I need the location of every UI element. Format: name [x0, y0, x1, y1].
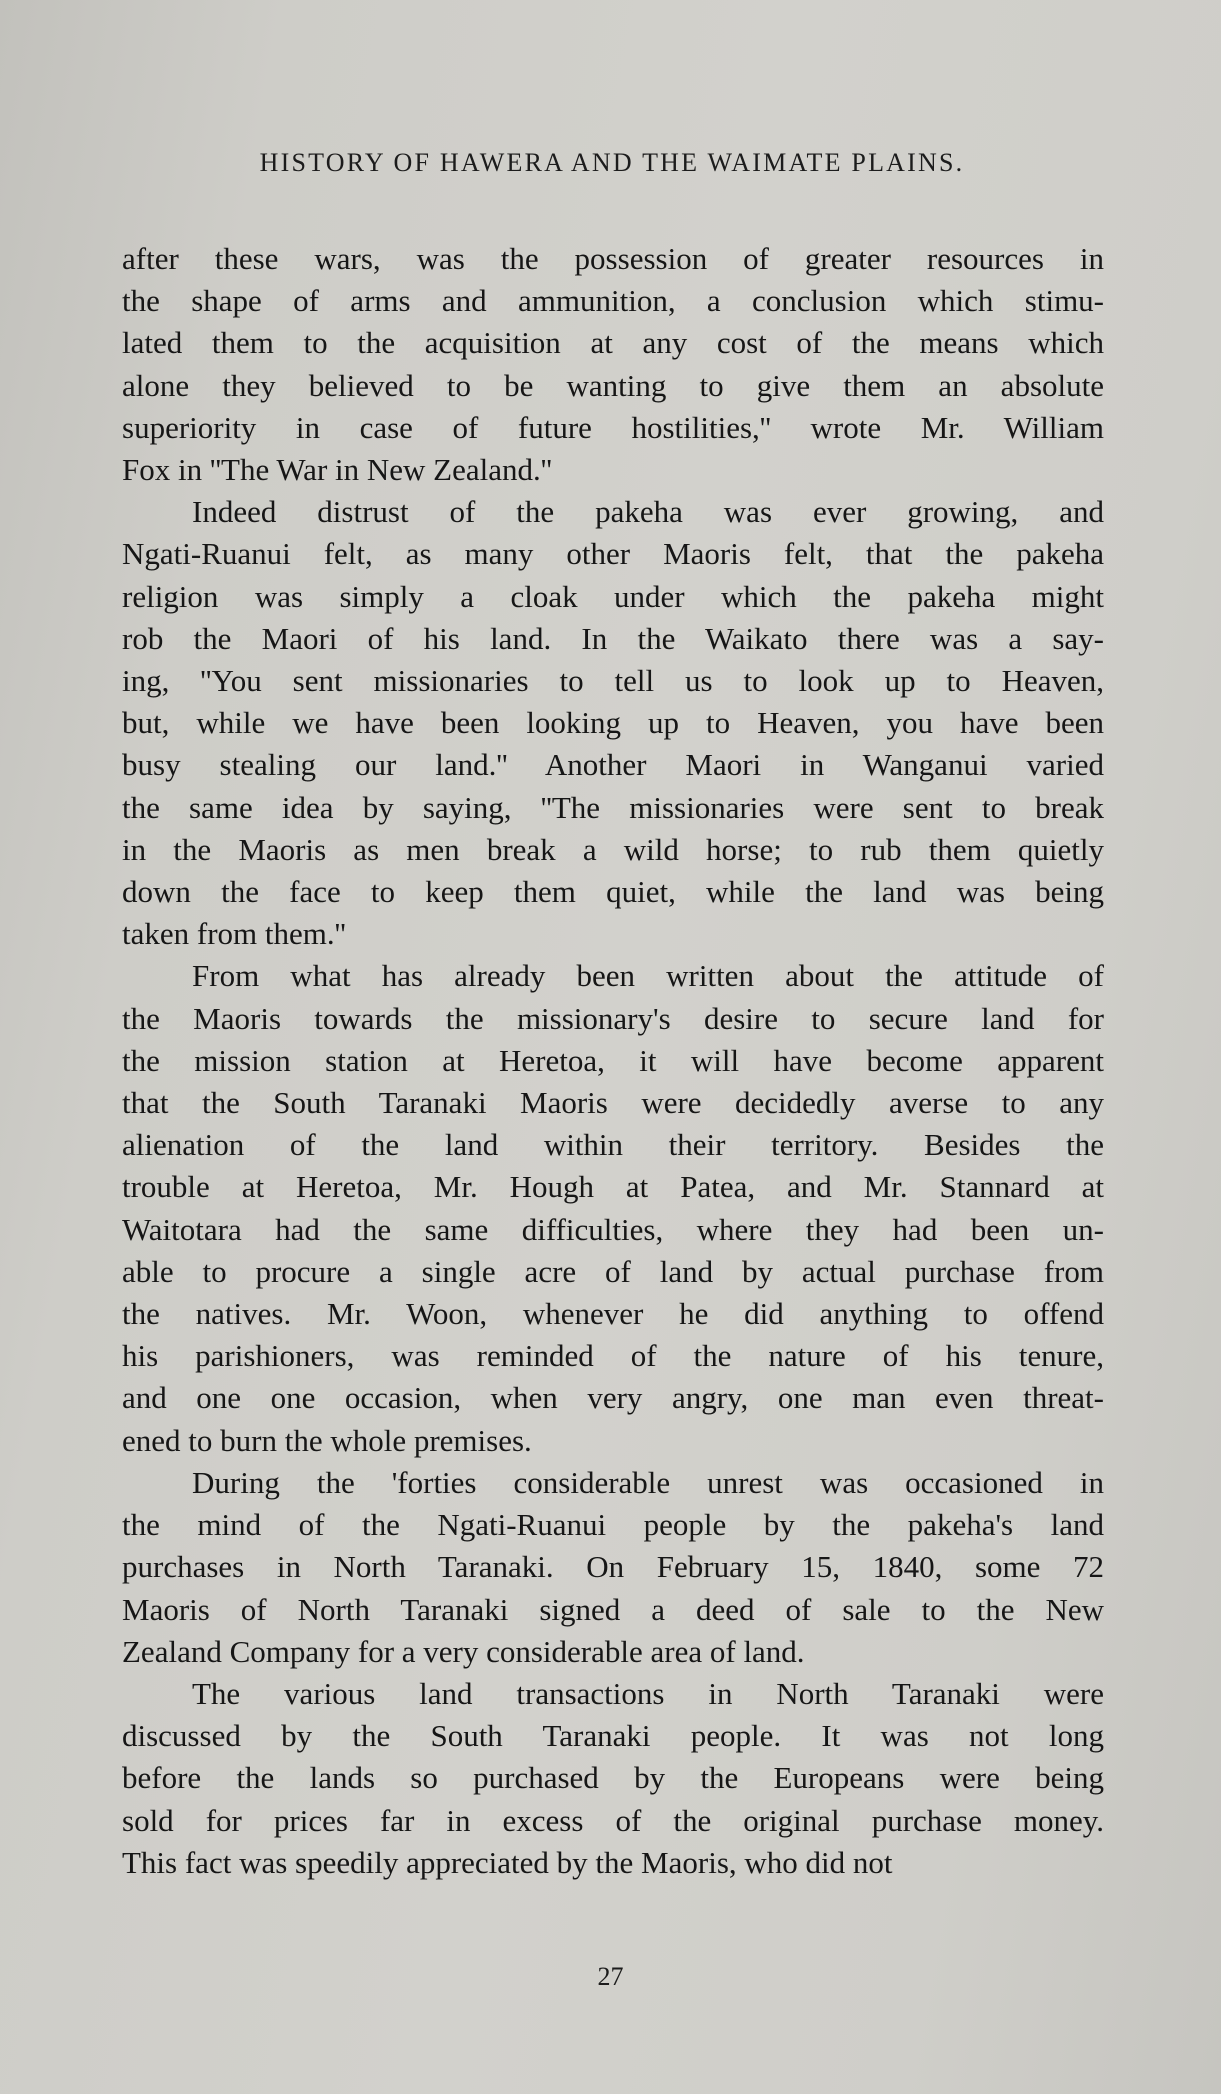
- paragraph: [122, 491, 1104, 955]
- text-line: Maoris of North Taranaki signed a deed of sale to the New: [122, 1591, 1104, 1627]
- text-line: lated them to the acquisition at any cost of the means which: [122, 325, 1104, 361]
- text-line: before the lands so purchased by the Europeans were being: [122, 1760, 1104, 1796]
- text-line: the mind of the Ngati-Ruanui people by the pakeha's land: [122, 1507, 1104, 1543]
- text-line: Fox in ''The War in New Zealand.'': [122, 452, 552, 488]
- text-line: down the face to keep them quiet, while the land was being: [122, 874, 1104, 910]
- text-line: the shape of arms and ammunition, a conclusion which stimu-: [122, 283, 1104, 319]
- text-line: in the Maoris as men break a wild horse; to rub them quietly: [122, 831, 1104, 867]
- text-line: ened to burn the whole premises.: [122, 1422, 532, 1458]
- text-line: Zealand Company for a very considerable area of land.: [122, 1633, 805, 1669]
- text-line: the natives. Mr. Woon, whenever he did anything to offend: [122, 1296, 1104, 1332]
- text-line: From what has already been written about the attitude of: [192, 958, 1104, 994]
- text-line: trouble at Heretoa, Mr. Hough at Patea, and Mr. Stannard at: [122, 1169, 1104, 1205]
- text-line: after these wars, was the possession of greater resources in: [122, 241, 1104, 276]
- text-line: his parishioners, was reminded of the nature of his tenure,: [122, 1338, 1104, 1374]
- text-line: Waitotara had the same difficulties, where they had been un-: [122, 1211, 1104, 1247]
- text-line: The various land transactions in North Taranaki were: [192, 1675, 1104, 1711]
- text-line: that the South Taranaki Maoris were decidedly averse to any: [122, 1085, 1104, 1121]
- text-line: sold for prices far in excess of the original purchase money.: [122, 1802, 1104, 1838]
- page-number: 27: [597, 1962, 624, 1991]
- text-line: the mission station at Heretoa, it will have become apparent: [122, 1042, 1104, 1078]
- text-line: alienation of the land within their territory. Besides the: [122, 1127, 1104, 1163]
- text-line: discussed by the South Taranaki people. It was not long: [122, 1718, 1104, 1754]
- paragraph: [122, 1462, 1104, 1673]
- paragraph: [122, 1673, 1104, 1884]
- text-line: busy stealing our land.'' Another Maori in Wanganui varied: [122, 747, 1104, 783]
- text-line: superiority in case of future hostilities,'' wrote Mr. William: [122, 409, 1104, 445]
- running-head: HISTORY OF HAWERA AND THE WAIMATE PLAINS.: [259, 148, 965, 177]
- text-line: Indeed distrust of the pakeha was ever growing, and: [192, 494, 1104, 530]
- text-line: taken from them.'': [122, 916, 346, 952]
- text-line: This fact was speedily appreciated by the Maoris, who did not: [122, 1844, 893, 1880]
- text-line: alone they believed to be wanting to give them an absolute: [122, 367, 1104, 403]
- text-line: but, while we have been looking up to Heaven, you have been: [122, 705, 1104, 741]
- body-text: [122, 238, 1104, 1884]
- text-line: the Maoris towards the missionary's desire to secure land for: [122, 1000, 1104, 1036]
- text-line: purchases in North Taranaki. On February 15, 1840, some 72: [122, 1549, 1104, 1585]
- text-line: During the 'forties considerable unrest was occasioned in: [192, 1464, 1104, 1500]
- text-line: rob the Maori of his land. In the Waikato there was a say-: [122, 620, 1104, 656]
- text-line: religion was simply a cloak under which the pakeha might: [122, 578, 1104, 614]
- text-line: and one one occasion, when very angry, one man even threat-: [122, 1380, 1104, 1416]
- paragraph: [122, 955, 1104, 1461]
- paragraph: [122, 238, 1104, 491]
- text-line: Ngati-Ruanui felt, as many other Maoris felt, that the pakeha: [122, 536, 1104, 572]
- text-line: the same idea by saying, ''The missionaries were sent to break: [122, 789, 1104, 825]
- text-line: able to procure a single acre of land by actual purchase from: [122, 1253, 1104, 1289]
- text-line: ing, ''You sent missionaries to tell us to look up to Heaven,: [122, 663, 1104, 699]
